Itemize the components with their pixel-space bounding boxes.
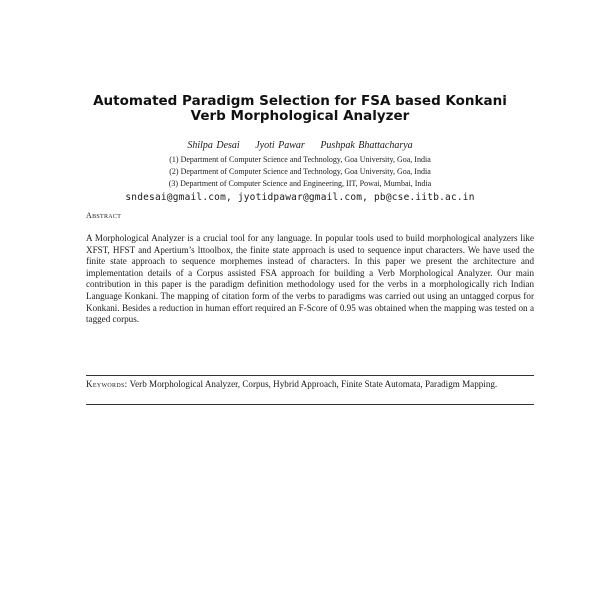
author-2: Jyoti Pawar xyxy=(255,140,305,151)
keywords-block xyxy=(86,378,534,390)
author-list xyxy=(80,140,520,152)
abstract-heading: Abstract xyxy=(86,211,122,220)
keywords-heading: Keywords: xyxy=(86,379,128,389)
affiliation-1: (1) Department of Computer Science and Technology, Goa University, Goa, India xyxy=(169,155,431,164)
keywords-bottom-rule xyxy=(86,404,534,405)
author-1: Shilpa Desai xyxy=(187,140,240,151)
author-emails: sndesai@gmail.com, jyotidpawar@gmail.com, pb@cse.iitb.ac.in xyxy=(125,192,475,203)
abstract-text: A Morphological Analyzer is a crucial tool for any language. In popular tools used to build morphological analyzers like XFST, HFST and Apertium’s lttoolbox, the finite state approach is used to sequence input characters. We have used the finite state approach to sequence morphemes instead of characters. In this paper we present the architecture and implementation details of a Corpus assisted FSA approach for building a Verb Morphological Analyzer. Our main contribution in this paper is the paradigm definition methodology used for the verbs in a morphologically rich Indian Language Konkani. The mapping of citation form of the verbs to paradigms was carried out using an untagged corpus for Konkani. Besides a reduction in human effort required an F-Score of 0.95 was obtained when the mapping was tested on a tagged corpus. xyxy=(86,233,534,325)
author-3: Pushpak Bhattacharya xyxy=(320,140,413,151)
keywords-text: Verb Morphological Analyzer, Corpus, Hybrid Approach, Finite State Automata, Paradigm Mapping. xyxy=(129,379,498,389)
paper-title: Automated Paradigm Selection for FSA based Konkani Verb Morphological Analyzer xyxy=(93,93,507,124)
affiliation-2: (2) Department of Computer Science and Technology, Goa University, Goa, India xyxy=(169,167,431,176)
keywords-top-rule xyxy=(86,375,534,376)
affiliation-3: (3) Department of Computer Science and Engineering, IIT, Powai, Mumbai, India xyxy=(168,179,432,188)
